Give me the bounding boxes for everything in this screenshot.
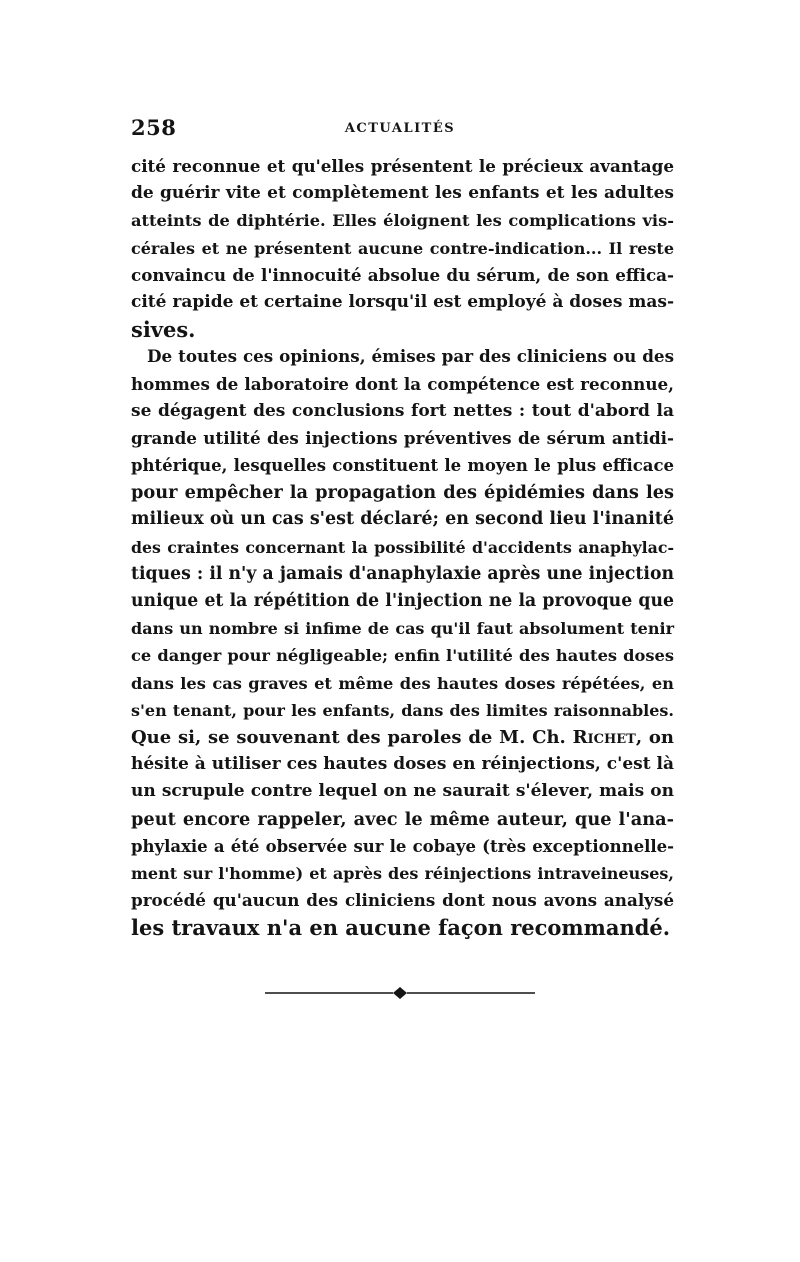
text-line: ment sur l'homme) et après des réinjections intraveineuses, xyxy=(131,863,674,883)
line-text-before-name: Que si, se souvenant des paroles de M. Ch. xyxy=(131,726,573,748)
body-text xyxy=(131,153,674,941)
ornament-diamond xyxy=(393,987,407,999)
line-text-after-name: , on xyxy=(635,726,674,748)
text-line: sives. xyxy=(131,317,196,343)
text-line: hésite à utiliser ces hautes doses en réinjections, c'est là xyxy=(131,754,674,775)
text-line: s'en tenant, pour les enfants, dans des limites raisonnables. xyxy=(131,700,674,720)
text-line: les travaux n'a en aucune façon recommandé. xyxy=(131,915,671,941)
text-line: dans un nombre si infime de cas qu'il faut absolument tenir xyxy=(131,619,674,639)
text-line: pour empêcher la propagation des épidémies dans les xyxy=(131,482,674,504)
text-line-with-name xyxy=(131,724,674,751)
diamond-rule-icon xyxy=(265,985,535,1001)
text-line: atteints de diphtérie. Elles éloignent les complications vis- xyxy=(131,211,674,231)
text-line: convaincu de l'innocuité absolue du sérum, de son effica- xyxy=(131,264,674,285)
text-line: des craintes concernant la possibilité d'accidents anaphylac- xyxy=(131,537,674,557)
text-line: cité rapide et certaine lorsqu'il est employé à doses mas- xyxy=(131,291,674,312)
text-line: un scrupule contre lequel on ne saurait s'élever, mais on xyxy=(131,781,674,802)
text-line: se dégagent des conclusions fort nettes : tout d'abord la xyxy=(131,400,674,421)
text-line: grande utilité des injections préventives de sérum antidi- xyxy=(131,427,674,448)
author-name-richet: Richet xyxy=(572,726,636,748)
page-number: 258 xyxy=(131,115,177,140)
text-line: phylaxie a été observée sur le cobaye (très exceptionnelle- xyxy=(131,836,674,856)
text-line: procédé qu'aucun des cliniciens dont nous avons analysé xyxy=(131,890,674,911)
text-line: cité reconnue et qu'elles présentent le précieux avantage xyxy=(131,156,674,176)
text-line: tiques : il n'y a jamais d'anaphylaxie après une injection xyxy=(131,563,674,584)
running-title: ACTUALITÉS xyxy=(344,121,456,136)
paragraph-start-line: De toutes ces opinions, émises par des cliniciens ou des xyxy=(147,346,674,367)
text-line: de guérir vite et complètement les enfants et les adultes xyxy=(131,183,674,204)
text-line: cérales et ne présentent aucune contre-indication... Il reste xyxy=(131,238,674,258)
text-line: hommes de laboratoire dont la compétence est reconnue, xyxy=(131,373,674,394)
text-line: unique et la répétition de l'injection ne la provoque que xyxy=(131,591,674,611)
text-line: ce danger pour négligeable; enfin l'utilité des hautes doses xyxy=(131,646,674,666)
text-line: milieux où un cas s'est déclaré; en second lieu l'inanité xyxy=(131,509,674,530)
text-line: phtérique, lesquelles constituent le moyen le plus efficace xyxy=(131,456,674,476)
text-line: dans les cas graves et même des hautes doses répétées, en xyxy=(131,673,674,693)
text-line: peut encore rappeler, avec le même auteur, que l'ana- xyxy=(131,808,674,830)
